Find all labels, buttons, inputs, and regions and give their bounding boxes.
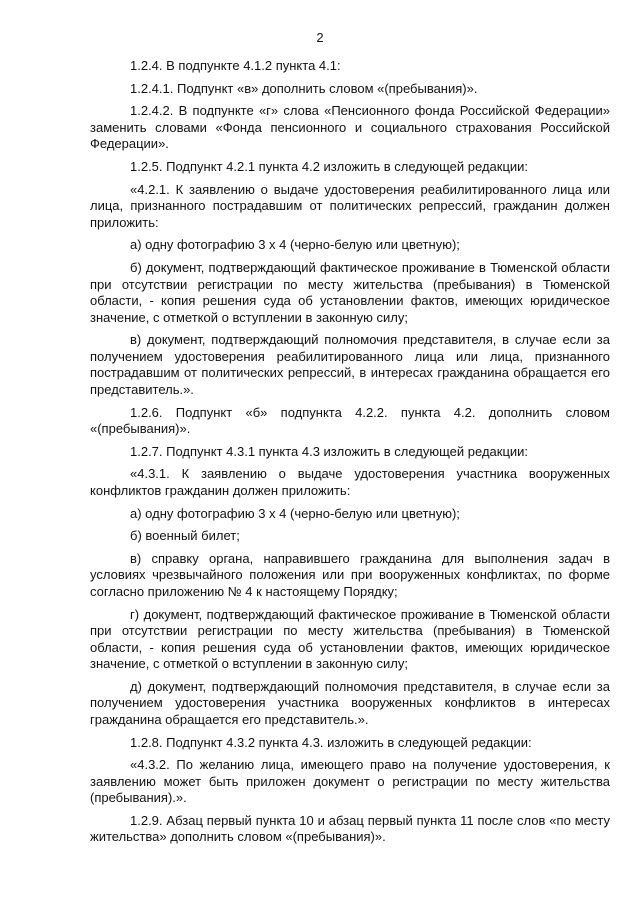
paragraph-4-2-1-v: в) документ, подтверждающий полномочия представителя, в случае если за получением удостоверения реабилитированного лица или лица, признанного пострадавшим от политических репрессий, в интересах гражданина обращается его представитель.». bbox=[90, 332, 610, 397]
paragraph-4-2-1-a: а) одну фотографию 3 х 4 (черно-белую или цветную); bbox=[130, 237, 460, 253]
document-body bbox=[90, 58, 610, 852]
page-number: 2 bbox=[316, 30, 324, 45]
paragraph-1-2-5: 1.2.5. Подпункт 4.2.1 пункта 4.2 изложить в следующей редакции: bbox=[130, 159, 529, 175]
paragraph-4-2-1: «4.2.1. К заявлению о выдаче удостоверения реабилитированного лица или лица, признанного пострадавшим от политических репрессий, гражданин должен приложить: bbox=[90, 181, 610, 230]
paragraph-1-2-7: 1.2.7. Подпункт 4.3.1 пункта 4.3 изложить в следующей редакции: bbox=[130, 443, 529, 459]
paragraph-4-3-1-a: а) одну фотографию 3 х 4 (черно-белую или цветную); bbox=[130, 505, 460, 521]
paragraph-1-2-8: 1.2.8. Подпункт 4.3.2 пункта 4.3. изложить в следующей редакции: bbox=[130, 734, 532, 750]
paragraph-4-3-1-b: б) военный билет; bbox=[130, 528, 240, 544]
paragraph-4-2-1-b: б) документ, подтверждающий фактическое проживание в Тюменской области при отсутствии регистрации по месту жительства (пребывания) в Тюменской области, - копия решения суда об установлении фактов, имеющих юридическое значение, с отметкой о вступлении в законную силу; bbox=[90, 260, 610, 325]
paragraph-1-2-4-1: 1.2.4.1. Подпункт «в» дополнить словом «(пребывания)». bbox=[130, 80, 478, 96]
paragraph-1-2-4-2: 1.2.4.2. В подпункте «г» слова «Пенсионного фонда Российской Федерации» заменить словами «Фонда пенсионного и социального страхования Российской Федерации». bbox=[90, 103, 610, 152]
paragraph-4-3-1-d: д) документ, подтверждающий полномочия представителя, в случае если за получением удостоверения участника вооруженных конфликтов в интересах гражданина обращается его представитель.». bbox=[90, 678, 610, 727]
paragraph-4-3-1: «4.3.1. К заявлению о выдаче удостоверения участника вооруженных конфликтов гражданин должен приложить: bbox=[90, 466, 610, 498]
paragraph-4-3-2: «4.3.2. По желанию лица, имеющего право на получение удостоверения, к заявлению может быть приложен документ о регистрации по месту жительства (пребывания).». bbox=[90, 757, 610, 806]
paragraph-1-2-6: 1.2.6. Подпункт «б» подпункта 4.2.2. пункта 4.2. дополнить словом «(пребывания)». bbox=[90, 404, 610, 436]
paragraph-4-3-1-v: в) справку органа, направившего гражданина для выполнения задач в условиях чрезвычайного положения или при вооруженных конфликтах, по форме согласно приложению № 4 к настоящему Порядку; bbox=[90, 550, 610, 599]
paragraph-4-3-1-g: г) документ, подтверждающий фактическое проживание в Тюменской области при отсутствии регистрации по месту жительства (пребывания) в Тюменской области, - копия решения суда об установлении фактов, имеющих юридическое значение, с отметкой о вступлении в законную силу; bbox=[90, 606, 610, 672]
paragraph-1-2-4: 1.2.4. В подпункте 4.1.2 пункта 4.1: bbox=[130, 58, 341, 73]
paragraph-1-2-9: 1.2.9. Абзац первый пункта 10 и абзац первый пункта 11 после слов «по месту жительства» дополнить словом «(пребывания)». bbox=[90, 812, 610, 845]
